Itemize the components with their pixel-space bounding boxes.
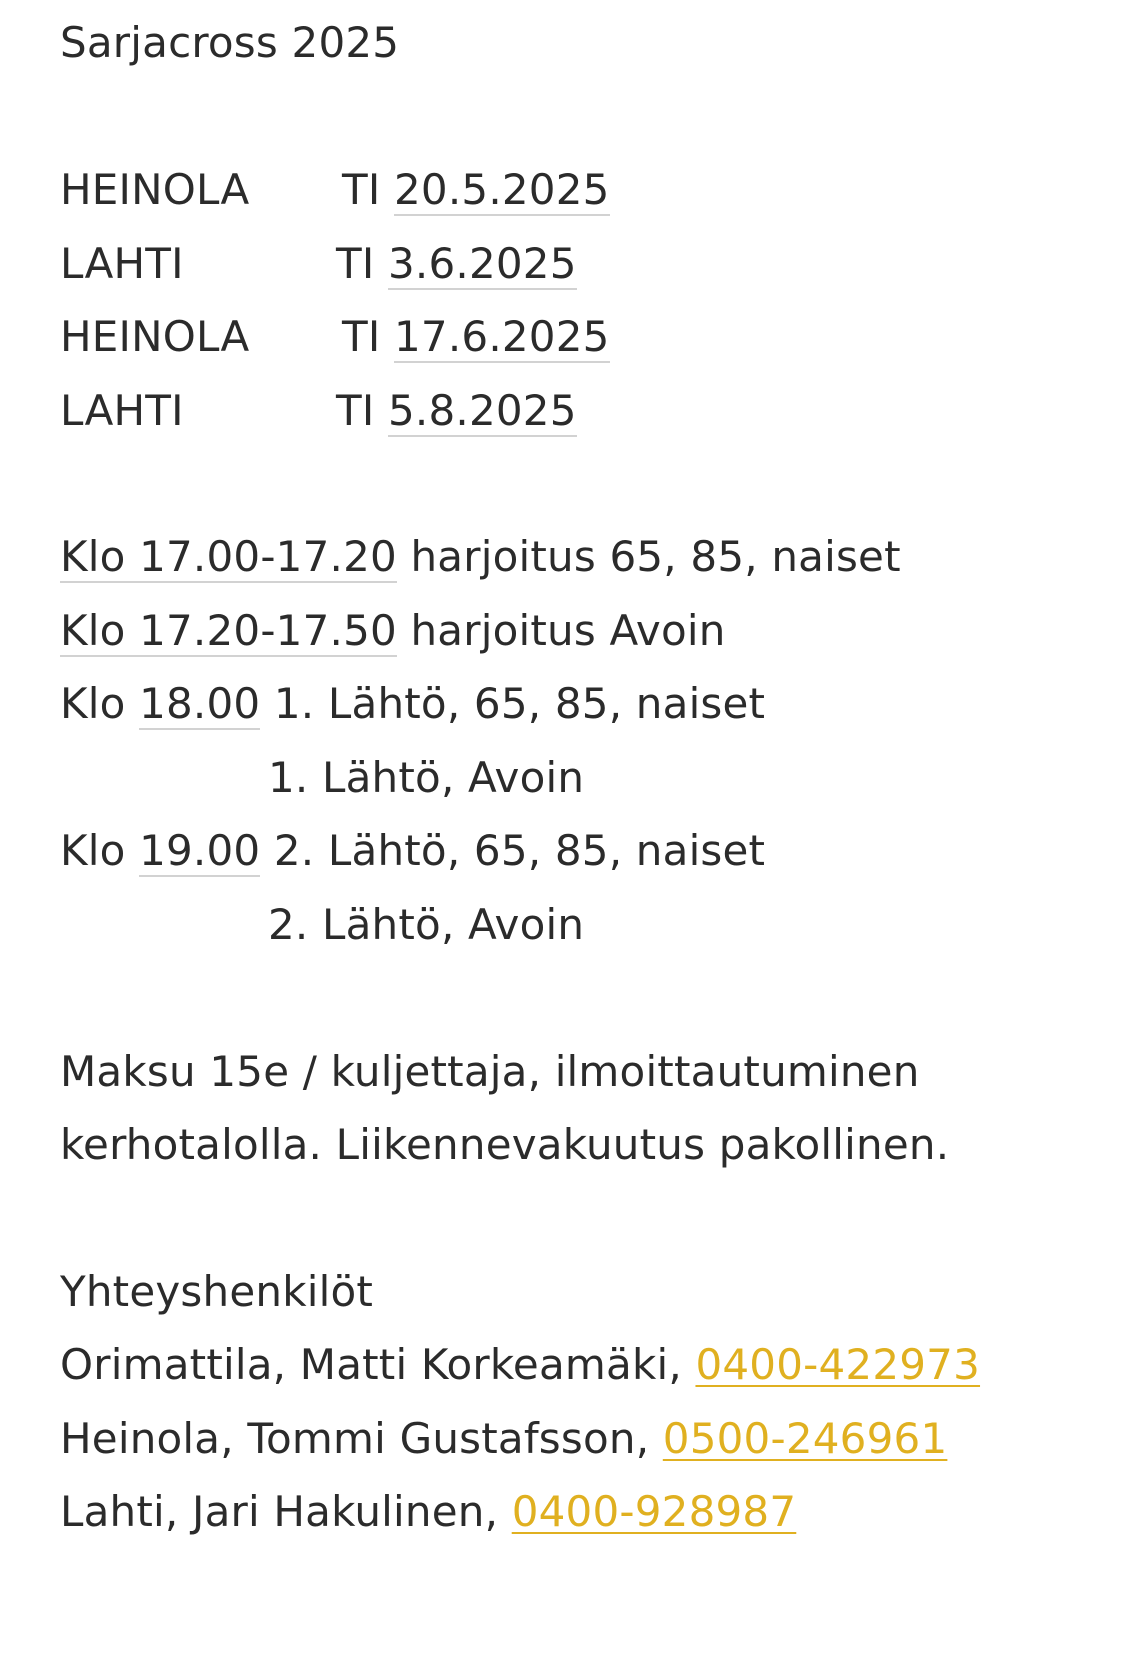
timetable-time[interactable]: [60, 606, 397, 657]
timetable-klo: Klo: [60, 826, 126, 875]
schedule-city: LAHTI: [60, 239, 184, 288]
contact-name: Orimattila, Matti Korkeamäki,: [60, 1340, 696, 1389]
timetable-time-value: 17.00-17.20: [139, 532, 397, 581]
schedule-day: TI: [342, 312, 381, 361]
schedule-date[interactable]: 5.8.2025: [388, 386, 577, 435]
contact-phone-link[interactable]: 0400-422973: [695, 1340, 981, 1389]
schedule-row: [60, 310, 610, 364]
schedule-day: TI: [336, 386, 375, 435]
timetable-row: [60, 677, 765, 731]
contact-phone-link[interactable]: 0500-246961: [662, 1414, 948, 1463]
schedule-date[interactable]: 20.5.2025: [394, 165, 610, 214]
contact-row: [60, 1412, 947, 1466]
page-title: Sarjacross 2025: [60, 18, 400, 67]
contact-name: Heinola, Tommi Gustafsson,: [60, 1414, 663, 1463]
payment-text: kerhotalolla. Liikennevakuutus pakollinen.: [60, 1120, 950, 1169]
timetable-time-value: 17.20-17.50: [139, 606, 397, 655]
contacts-heading: Yhteyshenkilöt: [60, 1267, 374, 1316]
timetable-text: 1. Lähtö, 65, 85, naiset: [260, 679, 766, 728]
contact-row: [60, 1338, 980, 1392]
timetable-row: 1. Lähtö, Avoin: [268, 753, 585, 802]
timetable-text: 2. Lähtö, 65, 85, naiset: [260, 826, 766, 875]
timetable-row: [60, 824, 765, 878]
timetable-klo: Klo: [60, 532, 126, 581]
timetable-time[interactable]: [60, 532, 397, 583]
schedule-city: LAHTI: [60, 386, 184, 435]
schedule-city: HEINOLA: [60, 312, 250, 361]
contact-name: Lahti, Jari Hakulinen,: [60, 1487, 512, 1536]
timetable-time[interactable]: 18.00: [139, 679, 261, 728]
timetable-text: harjoitus 65, 85, naiset: [396, 532, 901, 581]
timetable-klo: Klo: [60, 679, 126, 728]
schedule-row: [60, 237, 577, 291]
schedule-date[interactable]: 3.6.2025: [388, 239, 577, 288]
schedule-day: TI: [336, 239, 375, 288]
schedule-date[interactable]: 17.6.2025: [394, 312, 610, 361]
contact-row: [60, 1485, 796, 1539]
timetable-row: 2. Lähtö, Avoin: [268, 900, 585, 949]
timetable-time[interactable]: 19.00: [139, 826, 261, 875]
schedule-day: TI: [342, 165, 381, 214]
timetable-text: harjoitus Avoin: [396, 606, 726, 655]
schedule-city: HEINOLA: [60, 165, 250, 214]
timetable-row: [60, 530, 901, 584]
timetable-klo: Klo: [60, 606, 126, 655]
schedule-row: [60, 384, 577, 438]
timetable-row: [60, 604, 726, 658]
payment-text: Maksu 15e / kuljettaja, ilmoittautuminen: [60, 1047, 920, 1096]
contact-phone-link[interactable]: 0400-928987: [511, 1487, 797, 1536]
schedule-row: [60, 163, 610, 217]
